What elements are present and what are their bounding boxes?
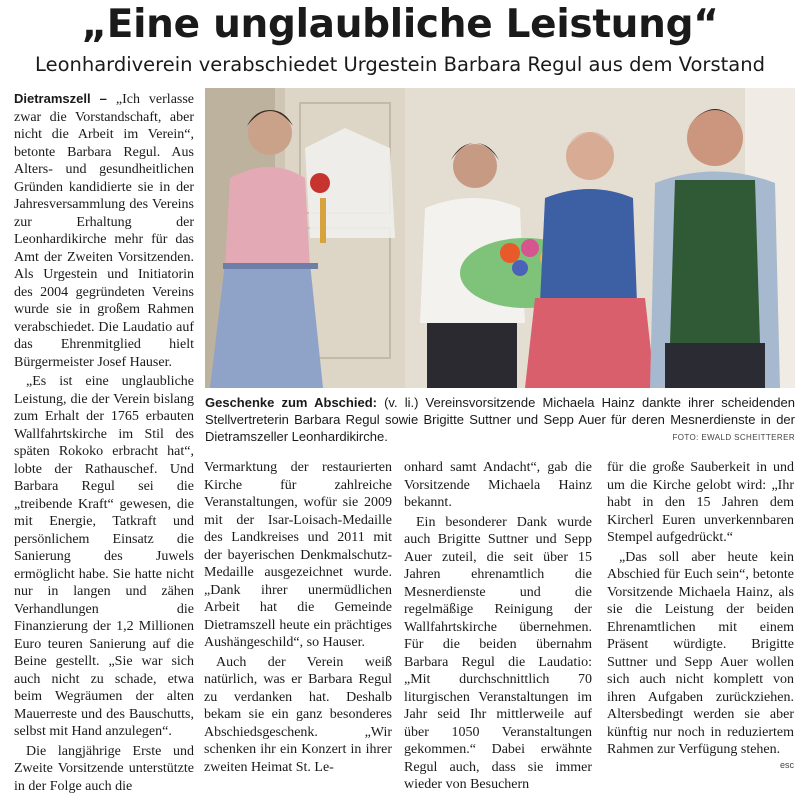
- column-3: [404, 459, 592, 796]
- photo-credit: FOTO: EWALD SCHEITTERER: [672, 433, 795, 442]
- photo-illustration: [205, 88, 795, 388]
- column-4: [607, 459, 794, 761]
- paragraph-6: onhard samt Andacht“, gab die Vorsitzende Michaela Hainz bekannt.: [404, 460, 592, 510]
- headline: „Eine unglaubliche Leistung“: [81, 2, 719, 47]
- author-signature: esc: [779, 760, 794, 770]
- paragraph-7: Ein besonderer Dank wurde auch Brigitte Suttner und Sepp Auer zuteil, die seit über 15 Jahren ehrenamtlich die Mesnerdienste und die regelmäßige Reinigung der Wallfahrtskirche übernehmen. Für die beiden übernahm Barbara Regul die Laudatio: „Mit durchschnittlich 70 liturgischen Veranstaltungen im Jahr seid Ihr mittlerweile auf über 1050 Veranstaltungen gekommen.“ Dabei erwähnte Regul auch, dass sie immer wieder von Besuchern: [404, 514, 592, 792]
- intro-text: „Ich verlasse zwar die Vorstandschaft, aber nicht die Arbeit im Verein“, betonte Barbara Regul. Aus Alters- und gesundheitlichen Gründen kandidierte sie in der Jahresversammlung des Vereins zur Erhaltung der Leonhardikirche mehr für das Amt der Zweiten Vorsitzenden. Als Urgestein und Initiatorin des 2004 gegründeten Vereins wurde sie in großem Rahmen verabschiedet. Die Laudatio auf das Ehrenmitglied hielt Bürgermeister Josef Hauser.: [14, 92, 195, 370]
- paragraph-5: Auch der Verein weiß natürlich, was er Barbara Regul zu verdanken hat. Deshalb bekam sie ein ganz besonderes Abschiedsgeschenk. „Wir schenken ihr ein Konzert in ihrer zweiten Heimat St. Le-: [204, 654, 392, 775]
- column-1: [14, 90, 194, 797]
- paragraph-9: „Das soll aber heute kein Abschied für Euch sein“, betonte Vorsitzende Michaela Hainz, als sie die Leistung der beiden Ehrenamtlichen mit einem Präsent würdigte. Brigitte Suttner und Sepp Auer wollen sich auch nicht komplett von ihren Aufgaben zurückziehen. Altersbedingt werden sie aber künftig nur noch in reduziertem Rahmen zur Verfügung stehen.: [607, 549, 794, 757]
- paragraph-8: für die große Sauberkeit in und um die Kirche gelobt wird: „Ihr habt in den 15 Jahren dem Kircherl Euren unverkennbaren Stempel aufgedrückt.“: [607, 460, 794, 545]
- paragraph-4: Vermarktung der restaurierten Kirche für zahlreiche Veranstaltungen, wofür sie 2009 mit der Isar-Loisach-Medaille des Landkreises und 2011 mit der bayerischen Denkmalschutz-Medaille ausgezeichnet wurde. „Dank ihrer unermüdlichen Arbeit hat die Gemeinde Dietramszell heute ein prächtiges Aushängeschild“, so Hauser.: [204, 460, 392, 650]
- paragraph-2: „Es ist eine unglaubliche Leistung, die der Verein bislang zum Erhalt der 1765 erbauten Wallfahrtskirche im Stil des späten Rokoko erbracht hat“, lobte der Rathauschef. Und Barbara Regul sei die „treibende Kraft“ gewesen, die mit Energie, Tatkraft und persönlichem Einsatz die Sanierung des Juwels ermöglicht habe. Sie hatte nicht nur in langen und zähen Verhandlungen die Finanzierung der 1,2 Millionen Euro teuren Sanierung auf die Beine gestellt. „Sie war sich auch nicht zu schade, etwa beim Wegräumen der alten Mauerreste und des Bauschutts, selbst mit Hand anzulegen“.: [14, 374, 194, 739]
- column-2: [204, 459, 392, 778]
- paragraph-3: Die langjährige Erste und Zweite Vorsitzende unterstützte in der Folge auch die: [14, 743, 194, 794]
- dateline: Dietramszell –: [14, 91, 107, 106]
- paragraph-intro: [14, 90, 194, 371]
- caption-lead: Geschenke zum Abschied:: [205, 395, 377, 410]
- subheadline: Leonhardiverein verabschiedet Urgestein Barbara Regul aus dem Vorstand: [35, 53, 765, 76]
- caption-text: (v. li.) Vereinsvorsitzende Michaela Hainz dankte ihrer scheidenden Stellvertreterin Barbara Regul sowie Brigitte Suttner und Sepp Auer für deren Mesnerdienste in der Dietramszeller Leonhardikirche.: [205, 395, 795, 444]
- article-photo: [205, 88, 795, 388]
